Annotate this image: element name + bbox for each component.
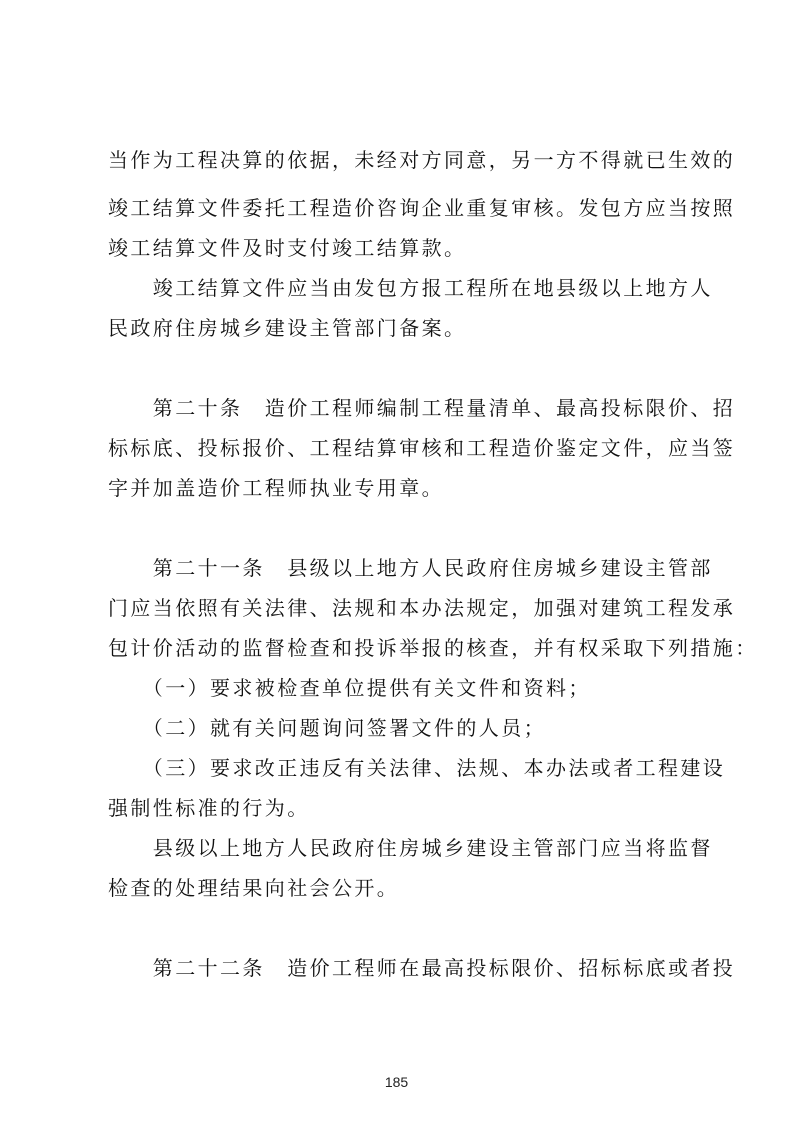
text-line: 门应当依照有关法律、法规和本办法规定，加强对建筑工程发承: [108, 596, 736, 620]
article-22-heading-line: 第二十二条 造价工程师在最高投标限价、招标标底或者投: [108, 956, 736, 980]
text-line: 强制性标准的行为。: [108, 796, 310, 820]
article-21-heading-line: 第二十一条 县级以上地方人民政府住房城乡建设主管部: [108, 556, 713, 580]
list-item: （一）要求被检查单位提供有关文件和资料；: [108, 676, 591, 700]
list-item: （二）就有关问题询问签署文件的人员；: [108, 716, 546, 740]
list-item: （三）要求改正违反有关法律、法规、本办法或者工程建设: [108, 756, 726, 780]
text-line: 县级以上地方人民政府住房城乡建设主管部门应当将监督: [108, 836, 713, 860]
text-line: 包计价活动的监督检查和投诉举报的核查，并有权采取下列措施：: [108, 636, 758, 660]
text-line: 当作为工程决算的依据，未经对方同意，另一方不得就已生效的: [108, 148, 736, 172]
text-line: 字并加盖造价工程师执业专用章。: [108, 476, 444, 500]
article-20-heading-line: 第二十条 造价工程师编制工程量清单、最高投标限价、招: [108, 396, 736, 420]
text-line: 标标底、投标报价、工程结算审核和工程造价鉴定文件，应当签: [108, 436, 736, 460]
text-line: 竣工结算文件委托工程造价咨询企业重复审核。发包方应当按照: [108, 196, 736, 220]
text-line: 竣工结算文件应当由发包方报工程所在地县级以上地方人: [108, 276, 713, 300]
text-line: 检查的处理结果向社会公开。: [108, 876, 400, 900]
text-line: 民政府住房城乡建设主管部门备案。: [108, 316, 467, 340]
text-line: 竣工结算文件及时支付竣工结算款。: [108, 236, 467, 260]
page-number: 185: [384, 1074, 409, 1090]
